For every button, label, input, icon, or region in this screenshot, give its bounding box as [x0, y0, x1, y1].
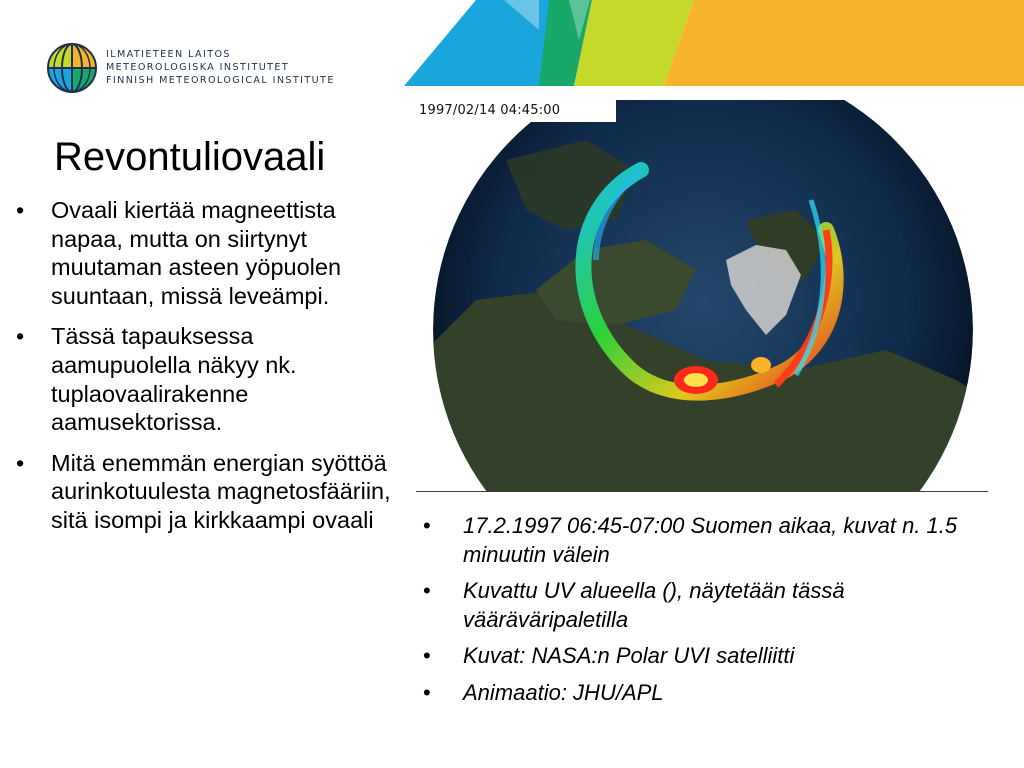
list-item-text: Kuvat: NASA:n Polar UVI satelliitti [463, 643, 795, 668]
bullet-icon: • [16, 449, 25, 476]
list-item [420, 642, 980, 671]
right-bullet-list [420, 512, 980, 715]
header-color-banner [364, 0, 1024, 86]
institute-name-line: FINNISH METEOROLOGICAL INSTITUTE [106, 75, 335, 86]
bullet-icon: • [423, 513, 431, 538]
list-item [14, 322, 399, 436]
bullet-icon: • [16, 323, 25, 350]
bullet-icon: • [423, 679, 431, 705]
globe-logo-icon [46, 42, 98, 94]
list-item-text: 17.2.1997 06:45-07:00 Suomen aikaa, kuvat n. 1.5 minuutin välein [463, 513, 958, 567]
list-item [420, 679, 980, 708]
left-bullet-list [14, 196, 399, 547]
image-baseline [416, 491, 988, 492]
institute-name-line: ILMATIETEEN LAITOS [106, 49, 231, 60]
bullet-icon: • [423, 643, 431, 668]
bullet-icon: • [16, 197, 25, 223]
list-item-text: Tässä tapauksessa aamupuolella näkyy nk. tuplaovaalirakenne aamusektorissa. [51, 323, 297, 436]
image-timestamp: 1997/02/14 04:45:00 [419, 103, 561, 118]
institute-name-line: METEOROLOGISKA INSTITUTET [106, 62, 290, 73]
bullet-icon: • [423, 578, 431, 603]
aurora-oval-globe [416, 100, 988, 492]
list-item [14, 449, 399, 535]
list-item-text: Kuvattu UV alueella (), näytetään tässä vääräväripaletilla [463, 578, 845, 632]
slide-title: Revontuliovaali [54, 135, 326, 179]
institute-name [106, 48, 335, 87]
list-item [420, 512, 980, 569]
list-item-text: Mitä enemmän energian syöttöä aurinkotuulesta magnetosfääriin, sitä isompi ja kirkkaampi ovaali [51, 449, 391, 533]
list-item [420, 577, 980, 634]
list-item-text: Ovaali kiertää magneettista napaa, mutta on siirtynyt muutaman asteen yöpuolen suuntaan, missä leveämpi. [51, 197, 342, 309]
list-item [14, 196, 399, 310]
list-item-text: Animaatio: JHU/APL [463, 679, 664, 705]
